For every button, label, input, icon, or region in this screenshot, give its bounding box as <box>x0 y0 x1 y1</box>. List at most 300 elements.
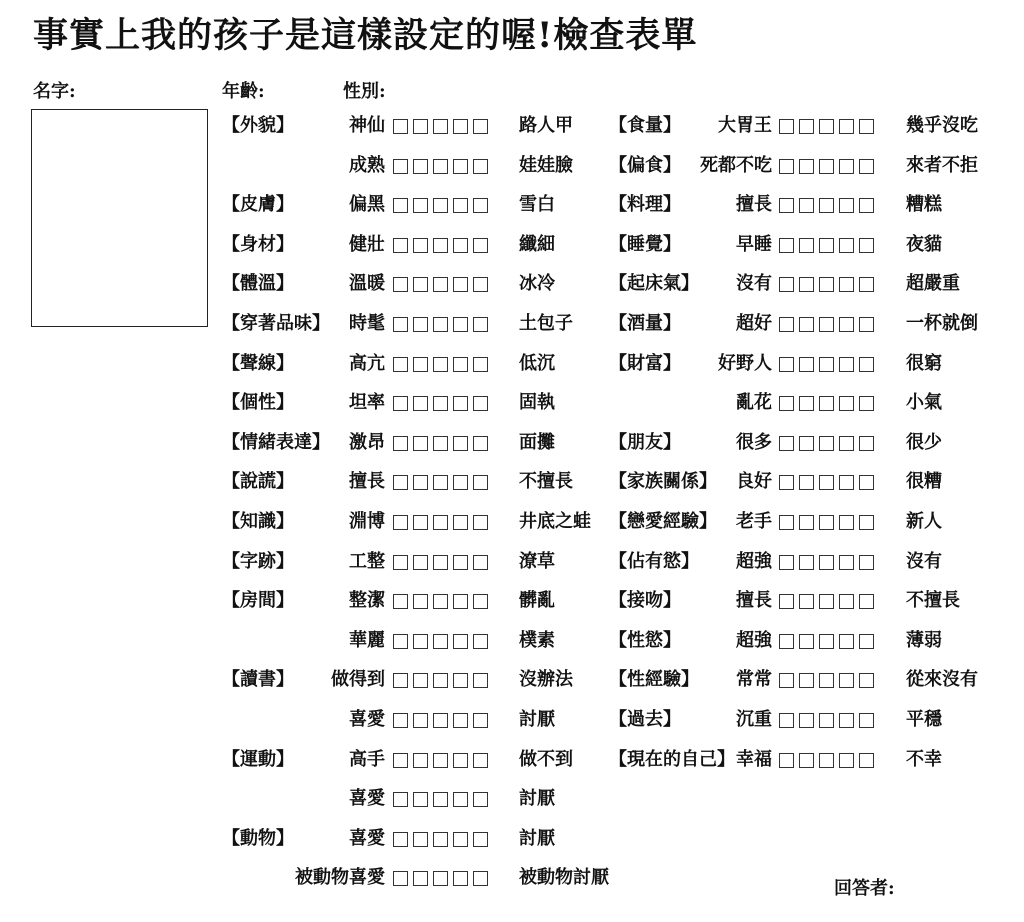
checkbox-4[interactable] <box>839 436 854 451</box>
checkbox-5[interactable] <box>473 792 488 807</box>
right-left-option: 超好 <box>736 313 772 334</box>
right-category-label: 【性慾】 <box>609 629 681 651</box>
checkbox-1[interactable] <box>779 198 794 213</box>
right-rating-scale <box>779 594 874 609</box>
checkbox-4[interactable] <box>453 634 468 649</box>
left-rating-scale <box>393 159 488 174</box>
checkbox-5[interactable] <box>473 673 488 688</box>
checkbox-5[interactable] <box>859 159 874 174</box>
left-left-option: 做得到 <box>331 669 385 691</box>
checkbox-5[interactable] <box>473 396 488 411</box>
checkbox-3[interactable] <box>433 792 448 807</box>
checkbox-5[interactable] <box>473 317 488 332</box>
left-category-label: 【知識】 <box>222 511 294 532</box>
left-category-label: 【動物】 <box>222 827 294 849</box>
left-rating-scale <box>393 396 488 411</box>
left-rating-scale <box>393 277 488 292</box>
checkbox-4[interactable] <box>839 198 854 213</box>
checkbox-1[interactable] <box>779 238 794 253</box>
checkbox-2[interactable] <box>413 357 428 372</box>
checkbox-3[interactable] <box>819 357 834 372</box>
checkbox-4[interactable] <box>839 475 854 490</box>
checkbox-4[interactable] <box>839 753 854 768</box>
left-rating-scale <box>393 594 488 609</box>
checkbox-3[interactable] <box>433 159 448 174</box>
checkbox-2[interactable] <box>799 159 814 174</box>
checkbox-4[interactable] <box>839 159 854 174</box>
checkbox-1[interactable] <box>393 753 408 768</box>
checkbox-1[interactable] <box>779 159 794 174</box>
checkbox-4[interactable] <box>839 634 854 649</box>
checkbox-2[interactable] <box>413 198 428 213</box>
checkbox-5[interactable] <box>859 436 874 451</box>
left-left-option: 被動物喜愛 <box>295 867 385 889</box>
checkbox-2[interactable] <box>413 436 428 451</box>
checkbox-3[interactable] <box>819 713 834 728</box>
checkbox-4[interactable] <box>453 673 468 688</box>
checkbox-2[interactable] <box>799 277 814 292</box>
right-left-option: 常常 <box>736 669 772 691</box>
checkbox-5[interactable] <box>859 119 874 134</box>
gender-label: 性別: <box>343 81 386 102</box>
checkbox-4[interactable] <box>453 475 468 490</box>
checkbox-1[interactable] <box>393 832 408 847</box>
right-rating-scale <box>779 159 874 174</box>
right-category-label: 【戀愛經驗】 <box>609 511 717 532</box>
left-category-label: 【運動】 <box>222 748 294 770</box>
checkbox-1[interactable] <box>779 753 794 768</box>
checkbox-1[interactable] <box>393 357 408 372</box>
checkbox-4[interactable] <box>453 753 468 768</box>
checkbox-1[interactable] <box>393 159 408 174</box>
checkbox-5[interactable] <box>473 753 488 768</box>
right-rating-scale <box>779 357 874 372</box>
checkbox-1[interactable] <box>393 515 408 530</box>
left-rating-scale <box>393 753 488 768</box>
left-left-option: 喜愛 <box>349 788 385 810</box>
checkbox-2[interactable] <box>413 238 428 253</box>
checkbox-2[interactable] <box>413 634 428 649</box>
left-rating-scale <box>393 832 488 847</box>
checkbox-4[interactable] <box>453 396 468 411</box>
left-rating-scale <box>393 634 488 649</box>
checkbox-4[interactable] <box>453 159 468 174</box>
checkbox-1[interactable] <box>393 198 408 213</box>
checkbox-4[interactable] <box>453 277 468 292</box>
checkbox-5[interactable] <box>473 555 488 570</box>
checkbox-5[interactable] <box>859 555 874 570</box>
right-right-option: 糟糕 <box>906 194 942 216</box>
checkbox-2[interactable] <box>413 396 428 411</box>
photo-frame[interactable] <box>31 109 208 327</box>
checkbox-2[interactable] <box>413 475 428 490</box>
checkbox-1[interactable] <box>393 871 408 886</box>
right-left-option: 超強 <box>736 629 772 651</box>
right-rating-scale <box>779 673 874 688</box>
checkbox-3[interactable] <box>433 317 448 332</box>
checkbox-2[interactable] <box>799 634 814 649</box>
checkbox-1[interactable] <box>779 277 794 292</box>
left-category-label: 【個性】 <box>222 392 294 414</box>
left-left-option: 高手 <box>349 748 385 770</box>
checkbox-5[interactable] <box>859 515 874 530</box>
checkbox-3[interactable] <box>433 277 448 292</box>
checkbox-3[interactable] <box>433 475 448 490</box>
right-category-label: 【過去】 <box>609 709 681 730</box>
checkbox-5[interactable] <box>473 277 488 292</box>
left-right-option: 面攤 <box>519 431 555 453</box>
left-rating-scale <box>393 317 488 332</box>
checkbox-5[interactable] <box>859 198 874 213</box>
right-right-option: 新人 <box>906 511 942 532</box>
checkbox-5[interactable] <box>473 515 488 530</box>
left-left-option: 喜愛 <box>349 827 385 849</box>
checkbox-1[interactable] <box>393 436 408 451</box>
left-rating-scale <box>393 515 488 530</box>
right-rating-scale <box>779 515 874 530</box>
checkbox-1[interactable] <box>779 357 794 372</box>
right-right-option: 一杯就倒 <box>906 313 978 334</box>
checkbox-1[interactable] <box>393 277 408 292</box>
checkbox-3[interactable] <box>433 436 448 451</box>
checkbox-4[interactable] <box>839 277 854 292</box>
checkbox-3[interactable] <box>819 594 834 609</box>
left-rating-scale <box>393 673 488 688</box>
left-category-label: 【房間】 <box>222 590 294 612</box>
right-rating-scale <box>779 119 874 134</box>
right-left-option: 亂花 <box>736 392 772 414</box>
checkbox-1[interactable] <box>393 634 408 649</box>
checkbox-5[interactable] <box>859 713 874 728</box>
checkbox-5[interactable] <box>473 357 488 372</box>
checkbox-1[interactable] <box>393 555 408 570</box>
checkbox-2[interactable] <box>413 159 428 174</box>
checkbox-1[interactable] <box>393 317 408 332</box>
left-category-label: 【聲線】 <box>222 352 294 374</box>
right-rating-scale <box>779 475 874 490</box>
checkbox-1[interactable] <box>779 317 794 332</box>
right-left-option: 大胃王 <box>718 115 772 136</box>
checkbox-3[interactable] <box>819 277 834 292</box>
right-right-option: 超嚴重 <box>906 273 960 295</box>
right-category-label: 【睡覺】 <box>609 233 681 255</box>
checkbox-3[interactable] <box>433 753 448 768</box>
left-rating-scale <box>393 871 488 886</box>
left-category-label: 【皮膚】 <box>222 194 294 216</box>
checkbox-5[interactable] <box>473 594 488 609</box>
checkbox-5[interactable] <box>473 238 488 253</box>
right-right-option: 很糟 <box>906 471 942 493</box>
checkbox-3[interactable] <box>819 475 834 490</box>
left-left-option: 淵博 <box>349 511 385 532</box>
left-right-option: 潦草 <box>519 550 555 572</box>
checkbox-2[interactable] <box>413 673 428 688</box>
right-category-label: 【酒量】 <box>609 313 681 334</box>
checkbox-1[interactable] <box>779 119 794 134</box>
checkbox-3[interactable] <box>433 634 448 649</box>
checkbox-3[interactable] <box>433 198 448 213</box>
checkbox-2[interactable] <box>413 119 428 134</box>
checkbox-4[interactable] <box>453 792 468 807</box>
checkbox-2[interactable] <box>799 436 814 451</box>
checkbox-1[interactable] <box>779 713 794 728</box>
right-rating-scale <box>779 277 874 292</box>
checkbox-3[interactable] <box>433 713 448 728</box>
checkbox-2[interactable] <box>799 475 814 490</box>
checkbox-3[interactable] <box>433 119 448 134</box>
right-left-option: 超強 <box>736 550 772 572</box>
checkbox-5[interactable] <box>859 317 874 332</box>
checkbox-3[interactable] <box>433 673 448 688</box>
checkbox-5[interactable] <box>859 475 874 490</box>
form-title: 事實上我的孩子是這樣設定的喔!檢查表單 <box>33 15 698 56</box>
checkbox-2[interactable] <box>413 832 428 847</box>
left-right-option: 冰冷 <box>519 273 555 295</box>
right-rating-scale <box>779 317 874 332</box>
left-right-option: 路人甲 <box>519 115 573 136</box>
right-right-option: 薄弱 <box>906 629 942 651</box>
checkbox-2[interactable] <box>413 713 428 728</box>
right-category-label: 【家族關係】 <box>609 471 717 493</box>
left-left-option: 溫暖 <box>349 273 385 295</box>
checkbox-1[interactable] <box>393 594 408 609</box>
right-left-option: 擅長 <box>736 194 772 216</box>
checkbox-5[interactable] <box>473 475 488 490</box>
checkbox-4[interactable] <box>453 198 468 213</box>
checkbox-4[interactable] <box>453 238 468 253</box>
checkbox-5[interactable] <box>859 396 874 411</box>
checkbox-1[interactable] <box>393 475 408 490</box>
checkbox-3[interactable] <box>819 673 834 688</box>
checkbox-3[interactable] <box>819 198 834 213</box>
right-right-option: 不幸 <box>906 748 942 770</box>
right-category-label: 【財富】 <box>609 352 681 374</box>
checkbox-4[interactable] <box>453 317 468 332</box>
checkbox-4[interactable] <box>453 436 468 451</box>
checkbox-4[interactable] <box>839 555 854 570</box>
checkbox-5[interactable] <box>473 119 488 134</box>
right-category-label: 【性經驗】 <box>609 669 699 691</box>
right-category-label: 【起床氣】 <box>609 273 699 295</box>
left-right-option: 樸素 <box>519 629 555 651</box>
checkbox-5[interactable] <box>859 753 874 768</box>
left-left-option: 激昂 <box>349 431 385 453</box>
right-category-label: 【佔有慾】 <box>609 550 699 572</box>
checkbox-5[interactable] <box>859 634 874 649</box>
checkbox-3[interactable] <box>819 753 834 768</box>
left-left-option: 坦率 <box>349 392 385 414</box>
right-left-option: 沒有 <box>736 273 772 295</box>
checkbox-5[interactable] <box>473 159 488 174</box>
checkbox-4[interactable] <box>453 713 468 728</box>
checkbox-5[interactable] <box>859 594 874 609</box>
right-rating-scale <box>779 396 874 411</box>
checkbox-1[interactable] <box>779 515 794 530</box>
checkbox-2[interactable] <box>799 713 814 728</box>
checkbox-5[interactable] <box>473 832 488 847</box>
checkbox-2[interactable] <box>799 396 814 411</box>
left-right-option: 固執 <box>519 392 555 414</box>
checkbox-4[interactable] <box>839 119 854 134</box>
checkbox-5[interactable] <box>473 871 488 886</box>
checkbox-5[interactable] <box>473 713 488 728</box>
checkbox-5[interactable] <box>473 198 488 213</box>
checkbox-4[interactable] <box>839 396 854 411</box>
right-right-option: 平穩 <box>906 709 942 730</box>
checkbox-3[interactable] <box>433 871 448 886</box>
checkbox-4[interactable] <box>839 357 854 372</box>
right-right-option: 沒有 <box>906 550 942 572</box>
checkbox-2[interactable] <box>799 753 814 768</box>
checkbox-3[interactable] <box>819 119 834 134</box>
checkbox-4[interactable] <box>453 594 468 609</box>
right-rating-scale <box>779 198 874 213</box>
checkbox-2[interactable] <box>413 594 428 609</box>
right-left-option: 良好 <box>736 471 772 493</box>
checkbox-2[interactable] <box>799 555 814 570</box>
checkbox-1[interactable] <box>779 436 794 451</box>
checkbox-5[interactable] <box>473 436 488 451</box>
checkbox-4[interactable] <box>839 673 854 688</box>
checkbox-5[interactable] <box>859 673 874 688</box>
checkbox-2[interactable] <box>799 594 814 609</box>
right-category-label: 【朋友】 <box>609 431 681 453</box>
left-right-option: 髒亂 <box>519 590 555 612</box>
checkbox-1[interactable] <box>779 594 794 609</box>
checkbox-2[interactable] <box>413 871 428 886</box>
right-right-option: 從來沒有 <box>906 669 978 691</box>
checkbox-3[interactable] <box>433 515 448 530</box>
right-left-option: 老手 <box>736 511 772 532</box>
checkbox-3[interactable] <box>433 594 448 609</box>
checkbox-2[interactable] <box>799 317 814 332</box>
checkbox-2[interactable] <box>413 753 428 768</box>
checkbox-3[interactable] <box>819 634 834 649</box>
checkbox-3[interactable] <box>819 436 834 451</box>
checkbox-4[interactable] <box>839 317 854 332</box>
checkbox-4[interactable] <box>453 119 468 134</box>
left-right-option: 土包子 <box>519 313 573 334</box>
checkbox-3[interactable] <box>819 159 834 174</box>
checkbox-3[interactable] <box>819 515 834 530</box>
checkbox-2[interactable] <box>413 515 428 530</box>
checkbox-1[interactable] <box>779 634 794 649</box>
checkbox-3[interactable] <box>819 238 834 253</box>
checkbox-1[interactable] <box>779 555 794 570</box>
checkbox-4[interactable] <box>839 515 854 530</box>
checkbox-4[interactable] <box>453 832 468 847</box>
right-right-option: 很窮 <box>906 352 942 374</box>
left-rating-scale <box>393 119 488 134</box>
left-rating-scale <box>393 357 488 372</box>
checkbox-5[interactable] <box>473 634 488 649</box>
checkbox-2[interactable] <box>799 673 814 688</box>
left-rating-scale <box>393 436 488 451</box>
left-left-option: 擅長 <box>349 471 385 493</box>
checkbox-3[interactable] <box>433 832 448 847</box>
checkbox-4[interactable] <box>453 555 468 570</box>
left-rating-scale <box>393 238 488 253</box>
right-right-option: 不擅長 <box>906 590 960 612</box>
right-left-option: 很多 <box>736 431 772 453</box>
left-right-option: 沒辦法 <box>519 669 573 691</box>
checkbox-2[interactable] <box>413 555 428 570</box>
checkbox-2[interactable] <box>413 317 428 332</box>
checkbox-1[interactable] <box>393 119 408 134</box>
checkbox-1[interactable] <box>393 238 408 253</box>
left-right-option: 井底之蛙 <box>519 511 591 532</box>
right-left-option: 幸福 <box>736 748 772 770</box>
right-right-option: 很少 <box>906 431 942 453</box>
age-label: 年齡: <box>222 81 265 102</box>
right-category-label: 【料理】 <box>609 194 681 216</box>
checkbox-1[interactable] <box>393 713 408 728</box>
checkbox-2[interactable] <box>413 792 428 807</box>
checkbox-3[interactable] <box>819 555 834 570</box>
left-category-label: 【穿著品味】 <box>222 313 330 334</box>
checkbox-3[interactable] <box>819 317 834 332</box>
left-right-option: 討厭 <box>519 827 555 849</box>
answerer-label: 回答者: <box>834 878 895 899</box>
left-rating-scale <box>393 475 488 490</box>
checkbox-3[interactable] <box>433 357 448 372</box>
checkbox-2[interactable] <box>799 119 814 134</box>
left-right-option: 討厭 <box>519 788 555 810</box>
left-left-option: 華麗 <box>349 629 385 651</box>
checkbox-1[interactable] <box>393 673 408 688</box>
checkbox-4[interactable] <box>839 713 854 728</box>
checkbox-5[interactable] <box>859 238 874 253</box>
checkbox-3[interactable] <box>433 396 448 411</box>
checkbox-2[interactable] <box>413 277 428 292</box>
checkbox-1[interactable] <box>779 673 794 688</box>
checkbox-1[interactable] <box>393 396 408 411</box>
checkbox-3[interactable] <box>433 555 448 570</box>
checkbox-2[interactable] <box>799 198 814 213</box>
left-category-label: 【體溫】 <box>222 273 294 295</box>
checkbox-4[interactable] <box>453 357 468 372</box>
right-right-option: 小氣 <box>906 392 942 414</box>
checkbox-2[interactable] <box>799 515 814 530</box>
left-left-option: 偏黑 <box>349 194 385 216</box>
right-rating-scale <box>779 753 874 768</box>
left-right-option: 低沉 <box>519 352 555 374</box>
checkbox-1[interactable] <box>779 396 794 411</box>
right-left-option: 沉重 <box>736 709 772 730</box>
checkbox-4[interactable] <box>453 515 468 530</box>
checkbox-2[interactable] <box>799 238 814 253</box>
checkbox-4[interactable] <box>839 594 854 609</box>
checkbox-1[interactable] <box>779 475 794 490</box>
left-right-option: 被動物討厭 <box>519 867 609 889</box>
left-right-option: 雪白 <box>519 194 555 216</box>
left-rating-scale <box>393 713 488 728</box>
checkbox-4[interactable] <box>839 238 854 253</box>
right-category-label: 【食量】 <box>609 115 681 136</box>
checkbox-2[interactable] <box>799 357 814 372</box>
left-rating-scale <box>393 555 488 570</box>
left-category-label: 【說謊】 <box>222 471 294 493</box>
left-right-option: 纖細 <box>519 233 555 255</box>
checkbox-5[interactable] <box>859 277 874 292</box>
right-right-option: 幾乎沒吃 <box>906 115 978 136</box>
checkbox-3[interactable] <box>819 396 834 411</box>
checkbox-3[interactable] <box>433 238 448 253</box>
checkbox-1[interactable] <box>393 792 408 807</box>
checkbox-4[interactable] <box>453 871 468 886</box>
right-rating-scale <box>779 634 874 649</box>
checkbox-5[interactable] <box>859 357 874 372</box>
